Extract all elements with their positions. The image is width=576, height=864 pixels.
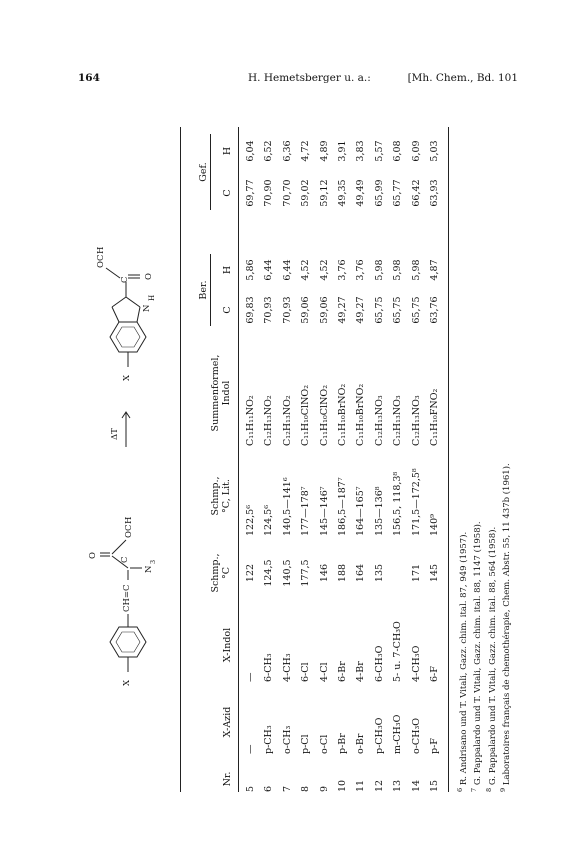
cell-schmp1: 146: [318, 563, 330, 583]
cell-azid: p-CH₃: [263, 725, 275, 754]
cell-gef-h: 5,57: [373, 140, 385, 162]
header-schmp-lit-line1: Schmp.,: [210, 476, 221, 516]
cell-ber-c: 69,83: [245, 296, 256, 324]
cell-indol: —: [245, 672, 256, 682]
cell-formel: C₁₁H₁₀ClNO₂: [318, 384, 330, 446]
cell-ber-h: 4,52: [318, 259, 330, 281]
cell-nr: 5: [245, 785, 256, 792]
cell-schmp2: 145—146⁷: [318, 486, 330, 536]
header-summenformel-line1: Summenformel,: [210, 354, 221, 432]
header-schmp: [210, 546, 232, 600]
cell-formel: C₁₁H₁₀BrNO₂: [355, 383, 367, 446]
cell-azid: m-CH₃O: [392, 714, 404, 754]
table-header-rule: [238, 127, 239, 792]
cell-nr: 14: [410, 779, 422, 792]
cell-ber-h: 3,76: [355, 259, 367, 281]
cell-ber-h: 5,98: [373, 259, 385, 281]
rotated-table-block: [60, 112, 530, 792]
header-schmp-lit-line2: °C, Lit.: [221, 479, 232, 513]
cell-ber-h: 4,87: [429, 259, 440, 281]
reaction-scheme-drawing: [64, 112, 176, 792]
table-top-rule: [180, 127, 181, 792]
cell-ber-c: 49,27: [337, 296, 348, 324]
cell-formel: C₁₂H₁₃NO₃: [410, 395, 422, 446]
cell-schmp1: 145: [429, 563, 440, 583]
header-ber-c: C: [222, 306, 233, 314]
cell-ber-h: 5,98: [392, 259, 404, 281]
cell-schmp2: 135—136⁸: [373, 486, 385, 536]
cell-formel: C₁₂H₁₃NO₃: [373, 395, 385, 446]
cell-schmp1: 124,5: [263, 559, 275, 587]
cell-gef-c: 70,70: [281, 179, 293, 207]
cell-nr: 13: [392, 779, 404, 792]
indole-nitrogen: N: [142, 304, 152, 312]
cell-schmp2: 140⁹: [429, 514, 440, 536]
cell-gef-c: 70,90: [263, 179, 275, 207]
cell-nr: 10: [337, 779, 348, 792]
cell-indol: 4-Br: [355, 661, 367, 682]
footnotes: [455, 132, 512, 792]
cell-ber-h: 6,44: [263, 259, 275, 281]
cell-schmp2: 164—165⁷: [355, 486, 367, 536]
cell-azid: p-Br: [337, 733, 348, 754]
cell-gef-c: 59,02: [300, 179, 312, 207]
reaction-scheme: [64, 112, 176, 792]
cell-gef-c: 59,12: [318, 179, 330, 207]
cell-ber-c: 49,27: [355, 296, 367, 324]
cell-schmp2: 140,5—141⁶: [281, 477, 293, 536]
cell-formel: C₁₁H₁₀ClNO₂: [300, 384, 312, 446]
cell-schmp2: 124,5⁶: [263, 504, 275, 536]
cell-azid: p-F: [429, 738, 440, 754]
cell-azid: o-CH₃O: [410, 717, 422, 754]
cell-ber-c: 65,75: [373, 296, 385, 324]
cell-azid: p-CH₃O: [373, 717, 385, 754]
cell-gef-h: 6,36: [281, 140, 293, 162]
cell-gef-h: 3,91: [337, 140, 348, 162]
cell-nr: 7: [281, 785, 293, 792]
indole-ester-oc: OC: [96, 254, 106, 268]
footnote-6: $^6$ R. Andrisano und T. Vitali, Gazz. chim. ital. 87, 949 (1957).: [456, 531, 469, 792]
cell-formel: C₁₁H₁₀FNO₂: [429, 388, 440, 446]
header-x-azid: X-Azid: [222, 706, 233, 738]
azide-ester-h: H: [124, 516, 134, 524]
cell-formel: C₁₂H₁₃NO₂: [263, 395, 275, 446]
azide-n3-subscript: 3: [149, 559, 157, 564]
cell-ber-h: 5,86: [245, 259, 256, 281]
cell-schmp1: 140,5: [281, 559, 293, 587]
header-nr: Nr.: [222, 771, 233, 787]
journal-reference: [Mh. Chem., Bd. 101: [407, 72, 518, 84]
cell-gef-h: 6,09: [410, 140, 422, 162]
cell-gef-h: 5,03: [429, 140, 440, 162]
cell-schmp1: 171: [410, 563, 422, 583]
cell-ber-c: 70,93: [263, 296, 275, 324]
cell-formel: C₁₁H₁₀BrNO₂: [337, 383, 348, 446]
header-schmp-line2: °C: [221, 566, 232, 580]
cell-gef-c: 65,99: [373, 179, 385, 207]
page-header: [78, 72, 518, 88]
table-bottom-rule: [448, 127, 449, 792]
cell-schmp2: 156,5, 118,3⁸: [392, 471, 404, 536]
header-gef-rule: [210, 134, 211, 210]
header-schmp-line1: Schmp.,: [210, 553, 221, 593]
cell-azid: o-Cl: [318, 734, 330, 754]
cell-gef-h: 6,04: [245, 140, 256, 162]
cell-azid: —: [245, 744, 256, 754]
cell-gef-c: 69,77: [245, 179, 256, 207]
cell-schmp1: 122: [245, 563, 256, 583]
cell-ber-h: 4,52: [300, 259, 312, 281]
cell-gef-c: 49,49: [355, 179, 367, 207]
header-ber-h: H: [222, 265, 233, 275]
cell-indol: 6-CH₃O: [373, 645, 385, 682]
cell-nr: 9: [318, 785, 330, 792]
header-ber-rule: [210, 254, 211, 326]
indole-ester-h: H: [96, 246, 106, 254]
header-gef: Gef.: [198, 162, 209, 182]
cell-gef-h: 6,52: [263, 140, 275, 162]
header-x-indol: X-Indol: [222, 627, 233, 663]
cell-schmp2: 171,5—172,5⁸: [410, 468, 422, 536]
footnote-8: $^8$ G. Pappalardo und T. Vitali, Gazz. chim. ital. 88, 564 (1958).: [484, 526, 498, 792]
cell-ber-c: 65,75: [392, 296, 404, 324]
cell-schmp1: 177,5: [300, 559, 312, 587]
azide-vinyl-group: CH=C: [122, 584, 132, 612]
cell-nr: 8: [300, 785, 312, 792]
cell-formel: C₁₂H₁₃NO₃: [392, 395, 404, 446]
cell-indol: 6-F: [429, 666, 440, 682]
footnote-7: $^7$ G. Pappalardo und T. Vitali, Gazz. chim. ital. 88, 1147 (1958).: [470, 521, 484, 792]
page-number: 164: [78, 72, 100, 84]
cell-indol: 5- u. 7-CH₃O: [392, 621, 404, 682]
cell-nr: 11: [355, 779, 367, 792]
cell-gef-h: 3,83: [355, 140, 367, 162]
cell-azid: o-Br: [355, 733, 367, 754]
cell-indol: 6-Cl: [300, 662, 312, 682]
indole-substituent-x: X: [122, 374, 132, 381]
cell-gef-c: 63,93: [429, 179, 440, 207]
cell-ber-h: 3,76: [337, 259, 348, 281]
cell-indol: 4-Cl: [318, 662, 330, 682]
cell-ber-c: 70,93: [281, 296, 293, 324]
azide-substituent-x: X: [122, 679, 132, 686]
cell-gef-c: 65,77: [392, 179, 404, 207]
indole-nh-hydrogen: H: [148, 294, 156, 301]
running-authors: H. Hemetsberger u. a.:: [248, 72, 371, 84]
cell-indol: 4-CH₃O: [410, 645, 422, 682]
header-gef-h: H: [222, 146, 233, 156]
cell-schmp2: 122,5⁶: [245, 504, 256, 536]
cell-nr: 15: [429, 779, 440, 792]
cell-gef-h: 4,89: [318, 140, 330, 162]
header-gef-c: C: [222, 189, 233, 197]
cell-schmp1: [391, 546, 405, 600]
azide-n3-label: N: [144, 565, 154, 573]
header-summenformel-line2: Indol: [221, 380, 232, 406]
cell-ber-h: 5,98: [410, 259, 422, 281]
header-ber: Ber.: [198, 280, 209, 300]
footnote-9: $^9$ Laboratoires français de chemothérapie, Chem. Abstr. 55, 11 437b (1961).: [498, 463, 512, 792]
header-schmp-lit: [210, 456, 232, 536]
cell-ber-h: 6,44: [281, 259, 293, 281]
cell-schmp2: 177—178⁷: [300, 486, 312, 536]
cell-azid: o-CH₃: [281, 725, 293, 754]
cell-schmp1: 188: [337, 563, 348, 583]
cell-indol: 6-Br: [337, 661, 348, 682]
cell-gef-h: 6,08: [392, 140, 404, 162]
header-summenformel: [210, 340, 232, 446]
indole-carbonyl-carbon: C: [120, 276, 130, 283]
cell-gef-h: 4,72: [300, 140, 312, 162]
cell-ber-c: 59,06: [318, 296, 330, 324]
azide-carbonyl-carbon: C: [120, 556, 130, 563]
cell-nr: 6: [263, 785, 275, 792]
cell-schmp1: 164: [355, 563, 367, 583]
cell-schmp1: 135: [373, 563, 385, 583]
cell-nr: 12: [373, 779, 385, 792]
cell-gef-c: 66,42: [410, 179, 422, 207]
cell-formel: C₁₁H₁₁NO₂: [245, 395, 256, 446]
cell-ber-c: 65,75: [410, 296, 422, 324]
cell-indol: 6-CH₃: [263, 653, 275, 682]
cell-indol: 4-CH₃: [281, 653, 293, 682]
cell-ber-c: 63,76: [429, 296, 440, 324]
azide-carbonyl-oxygen: O: [88, 552, 98, 559]
cell-schmp2: 186,5—187⁷: [337, 477, 348, 536]
cell-azid: p-Cl: [300, 734, 312, 754]
cell-gef-c: 49,35: [337, 179, 348, 207]
azide-ester-oc: OC: [124, 524, 134, 538]
indole-carbonyl-oxygen: O: [144, 273, 154, 280]
arrow-label-heat: ΔT: [110, 428, 120, 440]
cell-ber-c: 59,06: [300, 296, 312, 324]
cell-formel: C₁₂H₁₃NO₂: [281, 395, 293, 446]
